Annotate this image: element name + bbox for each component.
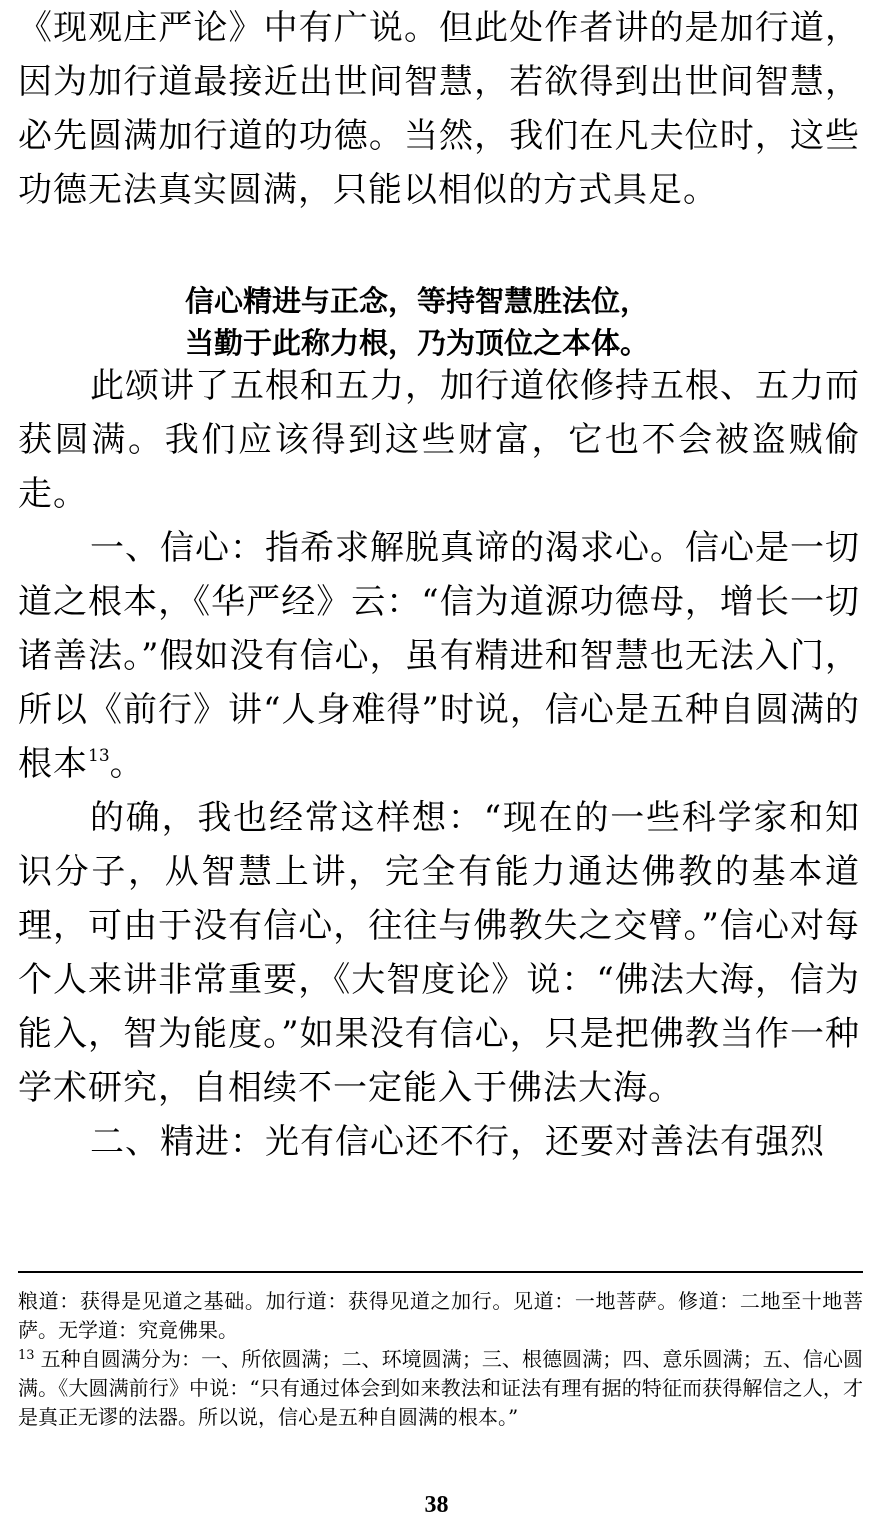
paragraph-5: 二、精进：光有信心还不行，还要对善法有强烈 bbox=[90, 1122, 825, 1162]
page-number: 38 bbox=[424, 1492, 449, 1518]
footnote-continuation: 粮道：获得是见道之基础。加行道：获得见道之加行。见道：一地菩萨。修道：二地至十地菩萨。无学道：究竟佛果。 bbox=[18, 1289, 863, 1342]
footnotes bbox=[18, 1287, 863, 1432]
paragraph-3-text: 一、信心：指希求解脱真谛的渴求心。信心是一切道之根本，《华严经》云：“信为道源功德母，增长一切诸善法。”假如没有信心，虽有精进和智慧也无法入门，所以《前行》讲“人身难得”时说，信心是五种自圆满的根本 bbox=[18, 528, 860, 784]
body-block-main bbox=[18, 359, 860, 1169]
footnote-ref-13[interactable]: 13 bbox=[88, 746, 110, 766]
verse bbox=[185, 280, 785, 364]
verse-line-1: 信心精进与正念，等持智慧胜法位， bbox=[185, 284, 650, 318]
paragraph-2: 此颂讲了五根和五力，加行道依修持五根、五力而获圆满。我们应该得到这些财富，它也不会被盗贼偷走。 bbox=[18, 366, 860, 514]
paragraph-1: 《现观庄严论》中有广说。但此处作者讲的是加行道，因为加行道最接近出世间智慧，若欲得到出世间智慧，必先圆满加行道的功德。当然，我们在凡夫位时，这些功德无法真实圆满，只能以相似的方式具足。 bbox=[18, 8, 860, 210]
footnote-13-number: 13 bbox=[18, 1348, 35, 1363]
paragraph-3-end: 。 bbox=[109, 744, 145, 784]
verse-line-2: 当勤于此称力根，乃为顶位之本体。 bbox=[185, 326, 650, 360]
body-block-top bbox=[18, 1, 860, 217]
footnote-divider bbox=[18, 1271, 863, 1273]
footnote-13 bbox=[18, 1345, 863, 1432]
paragraph-3 bbox=[18, 521, 860, 791]
footnote-13-text: 五种自圆满分为：一、所依圆满；二、环境圆满；三、根德圆满；四、意乐圆满；五、信心圆满。《大圆满前行》中说：“只有通过体会到如来教法和证法有理有据的特征而获得解信之人，才是真正无谬的法器。所以说，信心是五种自圆满的根本。” bbox=[18, 1347, 863, 1429]
paragraph-4: 的确，我也经常这样想：“现在的一些科学家和知识分子，从智慧上讲，完全有能力通达佛教的基本道理，可由于没有信心，往往与佛教失之交臂。”信心对每个人来讲非常重要，《大智度论》说：“佛法大海，信为能入，智为能度。”如果没有信心，只是把佛教当作一种学术研究，自相续不一定能入于佛法大海。 bbox=[18, 798, 860, 1108]
